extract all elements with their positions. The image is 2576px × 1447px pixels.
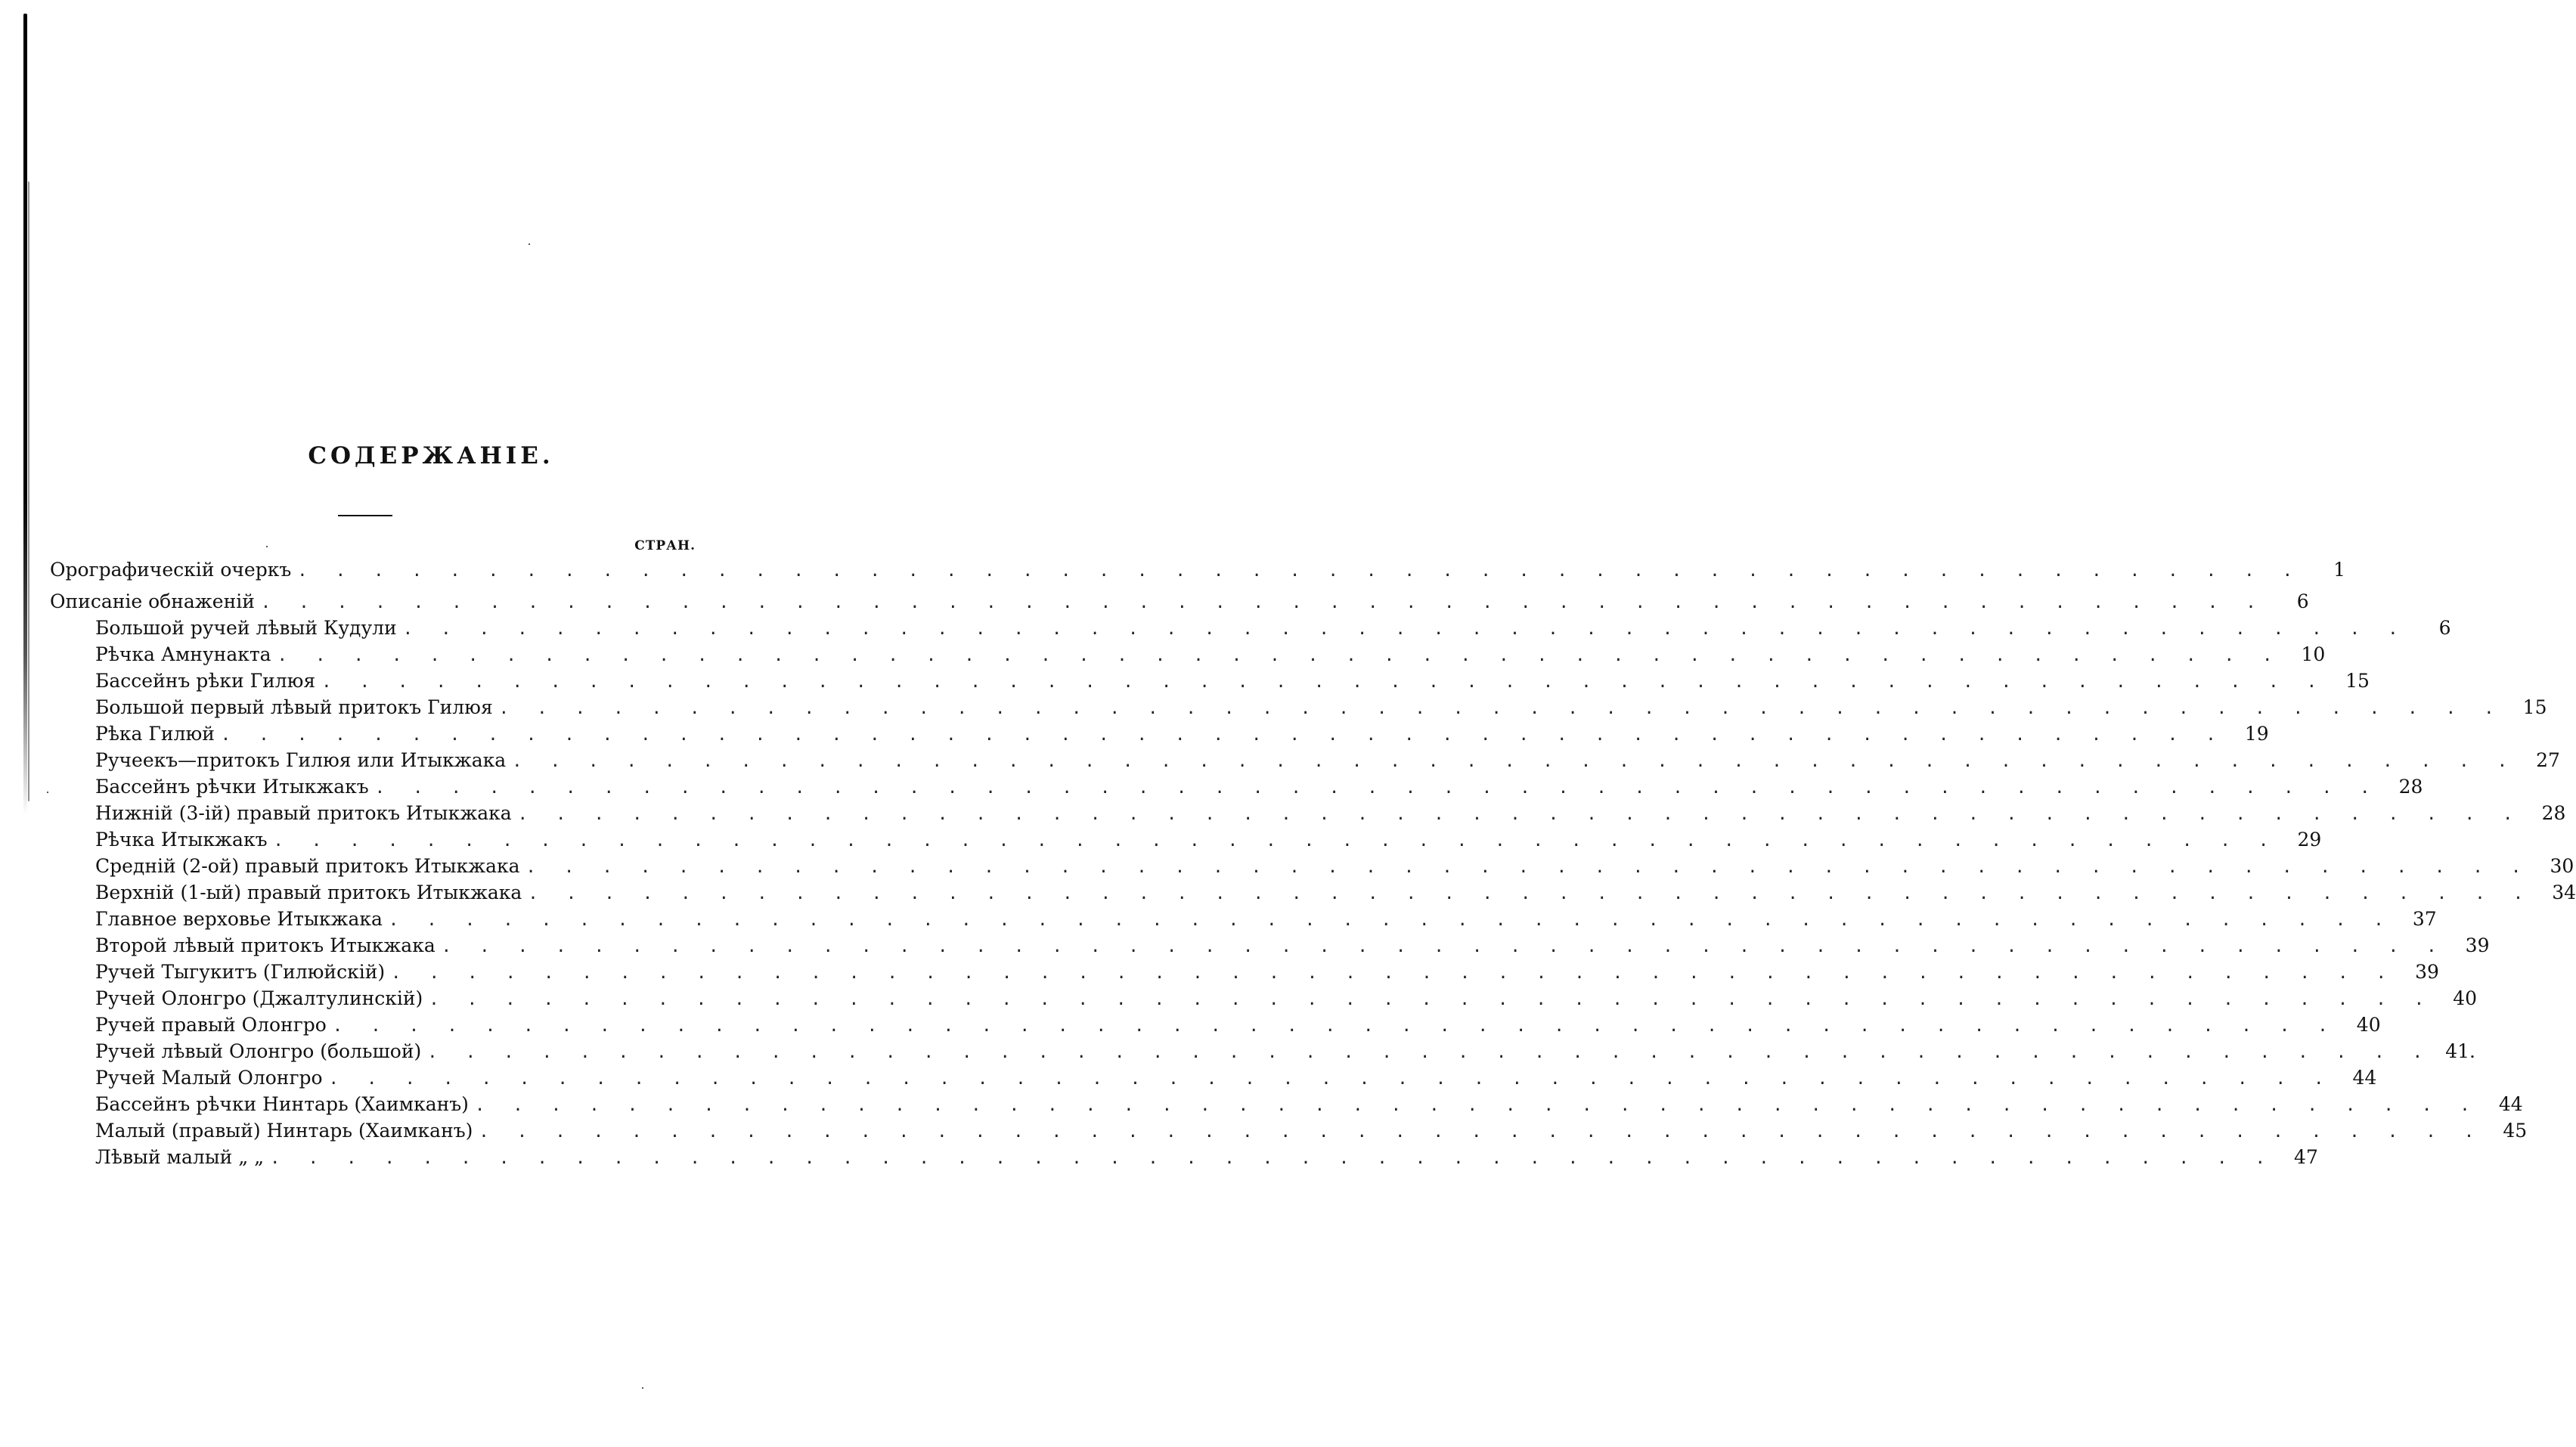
toc-entry: [95, 882, 2576, 907]
toc-entry: [95, 723, 2269, 748]
toc-leader: . . . . . . . . . . . . . . . . . . . . . . . . . . . . . . . . . . . . . . . . . . . . . . . . . . . . .: [441, 937, 2446, 956]
toc-entry-label: Рѣка Гилюй: [95, 723, 215, 745]
page-title: СОДЕРЖАНІЕ.: [308, 442, 554, 469]
toc-entry-label: Лѣвый малый „ „: [95, 1146, 265, 1168]
toc-entry-page: 19: [2244, 723, 2269, 745]
toc-entry-page: 34: [2552, 882, 2576, 903]
toc-leader: . . . . . . . . . . . . . . . . . . . . . . . . . . . . . . . . . . . . . . . . . . . . . . . . . . . . .: [402, 620, 2407, 639]
toc-leader: . . . . . . . . . . . . . . . . . . . . . . . . . . . . . . . . . . . . . . . . . . . . . . . . . . . . .: [517, 805, 2522, 824]
toc-entry: [95, 1040, 2475, 1066]
toc-entry: [95, 987, 2478, 1013]
toc-entry: [50, 590, 2309, 616]
toc-entry-page: 28: [2541, 802, 2566, 824]
toc-entry: [95, 829, 2322, 854]
toc-entry-label: Нижній (3-ій) правый притокъ Итыкжака: [95, 802, 512, 824]
toc-entry-page: 41.: [2445, 1040, 2475, 1062]
toc-leader: . . . . . . . . . . . . . . . . . . . . . . . . . . . . . . . . . . . . . . . . . . . . . . . . . . . . .: [277, 646, 2282, 665]
toc-entry: [95, 1093, 2523, 1119]
toc-leader: . . . . . . . . . . . . . . . . . . . . . . . . . . . . . . . . . . . . . . . . . . . . . . . . . . . . .: [474, 1096, 2479, 1115]
toc-entry-label: Ручей Олонгро (Джалтулинскій): [95, 987, 423, 1009]
toc-entry: [50, 559, 2346, 584]
toc-entry-label: Бассейнъ рѣчки Нинтарь (Хаимканъ): [95, 1093, 469, 1115]
toc-entry-label: Описаніе обнаженій: [50, 590, 255, 612]
toc-entry: [95, 1014, 2381, 1040]
page-column-header: СТРАН.: [634, 538, 696, 553]
toc-entry-page: 6: [2296, 590, 2309, 612]
toc-entry: [95, 1067, 2377, 1092]
toc-leader: . . . . . . . . . . . . . . . . . . . . . . . . . . . . . . . . . . . . . . . . . . . . . . . . . . . . .: [429, 990, 2434, 1009]
toc-entry-page: 29: [2297, 829, 2322, 851]
toc-leader: . . . . . . . . . . . . . . . . . . . . . . . . . . . . . . . . . . . . . . . . . . . . . . . . . . . . .: [332, 1017, 2337, 1036]
toc-leader: . . . . . . . . . . . . . . . . . . . . . . . . . . . . . . . . . . . . . . . . . . . . . . . . . . . . .: [260, 593, 2265, 612]
toc-leader: . . . . . . . . . . . . . . . . . . . . . . . . . . . . . . . . . . . . . . . . . . . . . . . . . . . . .: [220, 726, 2225, 745]
toc-entry-label: Средній (2-ой) правый притокъ Итыкжака: [95, 855, 520, 877]
toc-entry-label: Ручеекъ—притокъ Гилюя или Итыкжака: [95, 749, 507, 771]
toc-entry-label: Большой первый лѣвый притокъ Гилюя: [95, 696, 493, 718]
toc-leader: . . . . . . . . . . . . . . . . . . . . . . . . . . . . . . . . . . . . . . . . . . . . . . . . . . . . .: [427, 1043, 2432, 1062]
toc-entry: [95, 670, 2370, 696]
toc-entry-page: 40: [2356, 1014, 2381, 1036]
toc-entry-page: 10: [2301, 643, 2326, 665]
toc-entry-label: Главное верховье Итыкжака: [95, 908, 383, 930]
toc-leader: . . . . . . . . . . . . . . . . . . . . . . . . . . . . . . . . . . . . . . . . . . . . . . . . . . . . .: [374, 779, 2379, 798]
toc-entry: [95, 1146, 2318, 1172]
toc-leader: . . . . . . . . . . . . . . . . . . . . . . . . . . . . . . . . . . . . . . . . . . . . . . . . . . . . .: [391, 964, 2395, 983]
toc-leader: . . . . . . . . . . . . . . . . . . . . . . . . . . . . . . . . . . . . . . . . . . . . . . . . . . . . .: [528, 885, 2533, 903]
toc-entry-page: 1: [2333, 559, 2346, 581]
toc-leader: . . . . . . . . . . . . . . . . . . . . . . . . . . . . . . . . . . . . . . . . . . . . . . . . . . . . .: [328, 1070, 2333, 1089]
toc-leader: . . . . . . . . . . . . . . . . . . . . . . . . . . . . . . . . . . . . . . . . . . . . . . . . . . . . .: [270, 1149, 2274, 1168]
toc-entry-label: Второй лѣвый притокъ Итыкжака: [95, 934, 436, 956]
toc-entry-label: Большой ручей лѣвый Кудули: [95, 617, 397, 639]
toc-entry: [95, 617, 2451, 643]
toc-entry: [95, 908, 2437, 934]
toc-entry-label: Малый (правый) Нинтарь (Хаимканъ): [95, 1120, 473, 1142]
toc-leader: . . . . . . . . . . . . . . . . . . . . . . . . . . . . . . . . . . . . . . . . . . . . . . . . . . . . .: [479, 1123, 2484, 1142]
toc-entry-label: Ручей Тыгукитъ (Гилюйскій): [95, 961, 386, 983]
toc-entry: [95, 696, 2547, 722]
toc-entry-page: 28: [2398, 776, 2423, 798]
toc-entry-page: 45: [2503, 1120, 2528, 1142]
toc-leader: . . . . . . . . . . . . . . . . . . . . . . . . . . . . . . . . . . . . . . . . . . . . . . . . . . . . .: [297, 562, 2302, 581]
toc-entry-label: Бассейнъ рѣчки Итыкжакъ: [95, 776, 369, 798]
toc-entry: [95, 934, 2490, 960]
toc-leader: . . . . . . . . . . . . . . . . . . . . . . . . . . . . . . . . . . . . . . . . . . . . . . . . . . . . .: [498, 699, 2503, 718]
toc-leader: . . . . . . . . . . . . . . . . . . . . . . . . . . . . . . . . . . . . . . . . . . . . . . . . . . . . .: [388, 911, 2393, 930]
toc-entry-page: 39: [2415, 961, 2439, 983]
toc-entry: [95, 855, 2574, 881]
toc-leader: . . . . . . . . . . . . . . . . . . . . . . . . . . . . . . . . . . . . . . . . . . . . . . . . . . . . .: [273, 832, 2278, 851]
toc-entry-page: 37: [2412, 908, 2437, 930]
toc-entry-label: Рѣчка Итыкжакъ: [95, 829, 268, 851]
toc-entry-page: 44: [2498, 1093, 2523, 1115]
toc-entry: [95, 802, 2566, 828]
toc-entry-page: 15: [2522, 696, 2547, 718]
toc-entry-page: 6: [2438, 617, 2451, 639]
toc-entry-label: Ручей лѣвый Олонгро (большой): [95, 1040, 422, 1062]
toc-entry-page: 47: [2294, 1146, 2318, 1168]
toc-entry: [95, 643, 2326, 669]
toc-leader: . . . . . . . . . . . . . . . . . . . . . . . . . . . . . . . . . . . . . . . . . . . . . . . . . . . . .: [512, 752, 2516, 771]
toc-entry-page: 40: [2453, 987, 2478, 1009]
toc-entry: [95, 961, 2439, 987]
toc-entry-label: Бассейнъ рѣки Гилюя: [95, 670, 316, 692]
toc-entry-label: Орографическій очеркъ: [50, 559, 292, 581]
toc-entry: [95, 776, 2423, 801]
toc-leader: . . . . . . . . . . . . . . . . . . . . . . . . . . . . . . . . . . . . . . . . . . . . . . . . . . . . .: [321, 673, 2326, 692]
toc-entry-label: Ручей Малый Олонгро: [95, 1067, 323, 1089]
toc-entry: [95, 749, 2560, 775]
toc-entry-label: Ручей правый Олонгро: [95, 1014, 327, 1036]
toc-entry-page: 27: [2536, 749, 2560, 771]
toc-entry-page: 15: [2345, 670, 2370, 692]
toc-entry-label: Верхній (1-ый) правый притокъ Итыкжака: [95, 882, 522, 903]
toc-entry: [95, 1120, 2528, 1145]
toc-entry-label: Рѣчка Амнунакта: [95, 643, 271, 665]
toc-leader: . . . . . . . . . . . . . . . . . . . . . . . . . . . . . . . . . . . . . . . . . . . . . . . . . . . . .: [525, 858, 2531, 877]
toc-entry-page: 39: [2465, 934, 2490, 956]
toc-entry-page: 30: [2550, 855, 2574, 877]
toc-entry-page: 44: [2352, 1067, 2377, 1089]
